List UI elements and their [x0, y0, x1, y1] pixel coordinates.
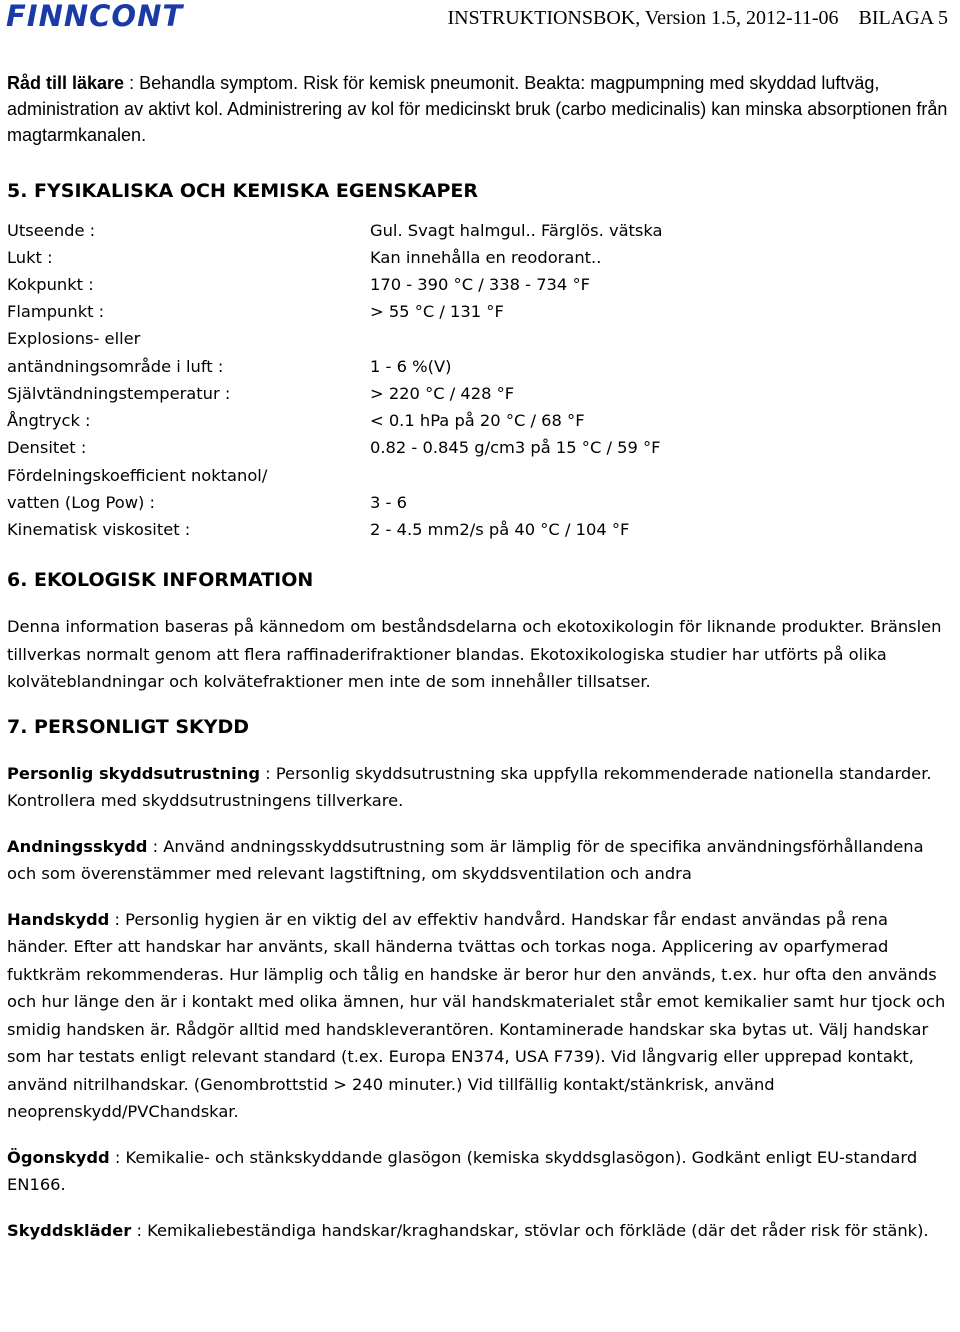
- protection-label: Ögonskydd: [7, 1147, 110, 1167]
- company-logo: FINNCONT: [6, 0, 184, 33]
- property-row: [7, 489, 952, 516]
- property-row: [7, 217, 952, 244]
- property-key: Kokpunkt :: [7, 275, 94, 294]
- protection-label: Handskydd: [7, 909, 110, 929]
- protection-paragraph: [7, 1144, 952, 1199]
- property-row: [7, 407, 952, 434]
- property-value: 3 - 6: [370, 493, 407, 512]
- property-key: Densitet :: [7, 438, 87, 457]
- property-row: [7, 516, 952, 543]
- appendix-label: BILAGA 5: [858, 7, 948, 29]
- property-key: Lukt :: [7, 248, 53, 267]
- document-body: [7, 70, 952, 1244]
- property-value: > 220 °C / 428 °F: [370, 384, 515, 403]
- protection-label: Skyddskläder: [7, 1220, 132, 1240]
- property-key: Fördelningskoefficient noktanol/: [7, 466, 268, 485]
- protection-label: Personlig skyddsutrustning: [7, 763, 260, 783]
- section7-heading: 7. PERSONLIGT SKYDD: [7, 715, 250, 738]
- ecology-paragraph: Denna information baseras på kännedom om beståndsdelarna och ekotoxikologin för liknande produkter. Bränslen tillverkas normalt genom att flera raffinaderifraktioner blandas. Ekotoxikologiska studier har utförts på olika kolväteblandningar och kolvätefraktioner men inte de som innehåller tillsatser.: [7, 617, 942, 691]
- property-key: Explosions- eller: [7, 329, 141, 348]
- property-value: < 0.1 hPa på 20 °C / 68 °F: [370, 411, 585, 430]
- property-row: [7, 271, 952, 298]
- property-key: Självtändningstemperatur :: [7, 384, 231, 403]
- page-header: [0, 0, 960, 40]
- advice-paragraph: [7, 70, 952, 148]
- property-value: Gul. Svagt halmgul.. Färglös. vätska: [370, 221, 663, 240]
- header-title: [447, 6, 948, 30]
- protection-paragraph: [7, 906, 952, 1126]
- protection-text: : Kemikaliebeständiga handskar/kraghandskar, stövlar och förkläde (där det råder risk för stänk).: [131, 1220, 929, 1240]
- property-key: vatten (Log Pow) :: [7, 493, 156, 512]
- property-row: [7, 244, 952, 271]
- protection-paragraph: [7, 833, 952, 888]
- property-row: [7, 380, 952, 407]
- protection-text: : Personlig hygien är en viktig del av effektiv handvård. Handskar får endast användas på rena händer. Efter att handskar har använts, skall händerna tvättas och torkas noga. Applicering av oparfymerad fuktkräm rekommenderas. Hur lämplig och tålig en handske är beror hur den används, t.ex. hur ofta den används och hur länge den är i kontakt med olika ämnen, hur väl handskmaterialet står emot kemikalier samt hur tjock och smidig handsken är. Rådgör alltid med handskleverantören. Kontaminerade handskar ska bytas ut. Välj handskar som har testats enligt relevant standard (t.ex. Europa EN374, USA F739). Vid långvarig eller upprepad kontakt, använd nitrilhandskar. (Genombrottstid > 240 minuter.) Vid tillfällig kontakt/stänkrisk, använd neoprenskydd/PVChandskar.: [7, 909, 946, 1121]
- property-value: 1 - 6 %(V): [370, 357, 452, 376]
- advice-label: Råd till läkare: [7, 73, 125, 93]
- property-value: Kan innehålla en reodorant..: [370, 248, 602, 267]
- protection-paragraph: [7, 760, 952, 815]
- section6-heading: 6. EKOLOGISK INFORMATION: [7, 569, 314, 591]
- property-value: 0.82 - 0.845 g/cm3 på 15 °C / 59 °F: [370, 438, 661, 457]
- property-row: [7, 434, 952, 461]
- property-row: [7, 298, 952, 325]
- protection-label: Andningsskydd: [7, 836, 148, 856]
- property-row: [7, 353, 952, 380]
- protection-text: : Personlig skyddsutrustning ska uppfylla rekommenderade nationella standarder. Kontrollera med skyddsutrustningens tillverkare.: [7, 763, 932, 810]
- section5-heading: 5. FYSIKALISKA OCH KEMISKA EGENSKAPER: [7, 180, 478, 202]
- protection-paragraph: [7, 1217, 952, 1245]
- manual-title: INSTRUKTIONSBOK, Version 1.5, 2012-11-06: [447, 7, 839, 29]
- property-key: Ångtryck :: [7, 411, 91, 430]
- protection-text: : Kemikalie- och stänkskyddande glasögon (kemiska skyddsglasögon). Godkänt enligt EU-standard EN166.: [7, 1147, 918, 1194]
- property-row: [7, 325, 952, 352]
- property-value: 170 - 390 °C / 338 - 734 °F: [370, 275, 590, 294]
- property-key: Flampunkt :: [7, 302, 105, 321]
- protection-text: : Använd andningsskyddsutrustning som är lämplig för de specifika användningsförhållandena och som överenstämmer med relevant lagstiftning, om skyddsventilation och andra: [7, 836, 924, 883]
- property-value: > 55 °C / 131 °F: [370, 302, 504, 321]
- property-key: antändningsområde i luft :: [7, 357, 224, 376]
- property-row: [7, 462, 952, 489]
- property-key: Utseende :: [7, 221, 96, 240]
- properties-table: [7, 217, 952, 547]
- property-value: 2 - 4.5 mm2/s på 40 °C / 104 °F: [370, 520, 630, 539]
- property-key: Kinematisk viskositet :: [7, 520, 191, 539]
- advice-text: : Behandla symptom. Risk för kemisk pneumonit. Beakta: magpumpning med skyddad luftväg, administration av aktivt kol. Administrering av kol för medicinskt bruk (carbo medicinalis) kan minska absorptionen från magtarmkanalen.: [7, 73, 948, 145]
